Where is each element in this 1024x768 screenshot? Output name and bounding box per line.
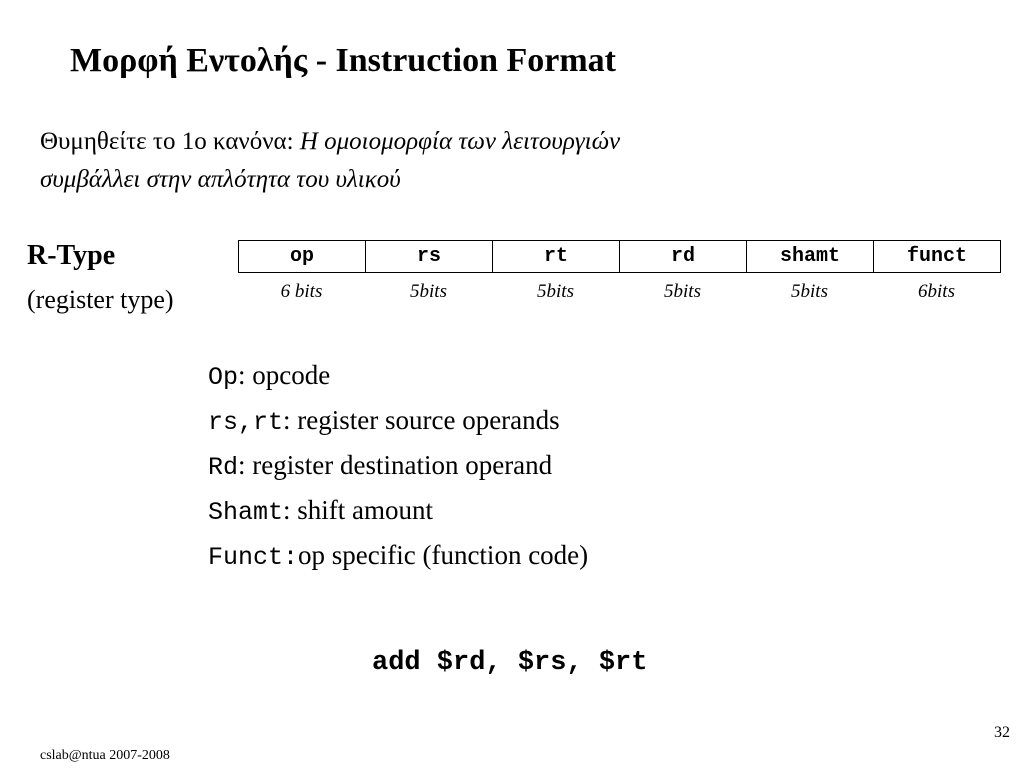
definition-op [208,360,588,405]
field-rt: rt [493,241,620,272]
bits-rt: 5bits [537,281,574,302]
rtype-subtitle: (register type) [27,285,174,314]
definition-rd [208,450,588,495]
intro-rule-part-1: Η ομοιομορφία των λειτουργιών [299,128,621,155]
intro-rule-part-2: συμβάλλει στην απλότητα του υλικού [40,166,401,193]
field-rd: rd [620,241,747,272]
instruction-format-table [238,240,1001,273]
definition-term: Op [208,363,239,392]
rtype-label: R-Type [27,240,116,271]
intro-line-1 [40,123,620,161]
field-bit-widths [238,281,1000,303]
field-rs: rs [366,241,493,272]
bits-rs: 5bits [410,281,447,302]
field-definitions [208,360,588,585]
definition-term: rs,rt [208,408,284,437]
intro-line-2 [40,161,620,199]
definition-desc: : register destination operand [238,450,553,480]
definition-shamt [208,495,588,540]
page-number: 32 [994,724,1010,741]
definition-desc: : shift amount [283,495,434,525]
example-instruction: add $rd, $rs, $rt [372,648,648,678]
definition-desc: op specific (function code) [298,540,589,570]
bits-funct: 6bits [918,281,955,302]
definition-desc: : opcode [238,360,331,390]
field-funct: funct [874,241,1001,272]
bits-rd: 5bits [664,281,701,302]
bits-shamt: 5bits [791,281,828,302]
intro-prefix: Θυμηθείτε το 1ο κανόνα: [40,128,300,155]
definition-term: Rd [208,453,239,482]
field-op: op [239,241,366,272]
slide-title: Μορφή Εντολής - Instruction Format [70,42,616,79]
definition-desc: : register source operands [283,405,560,435]
footer-credit: cslab@ntua 2007-2008 [40,748,170,763]
definition-term: Funct: [208,543,299,572]
field-shamt: shamt [747,241,874,272]
definition-rs-rt [208,405,588,450]
bits-op: 6 bits [280,281,323,302]
definition-term: Shamt [208,498,284,527]
intro-text [40,123,620,199]
definition-funct [208,540,588,585]
